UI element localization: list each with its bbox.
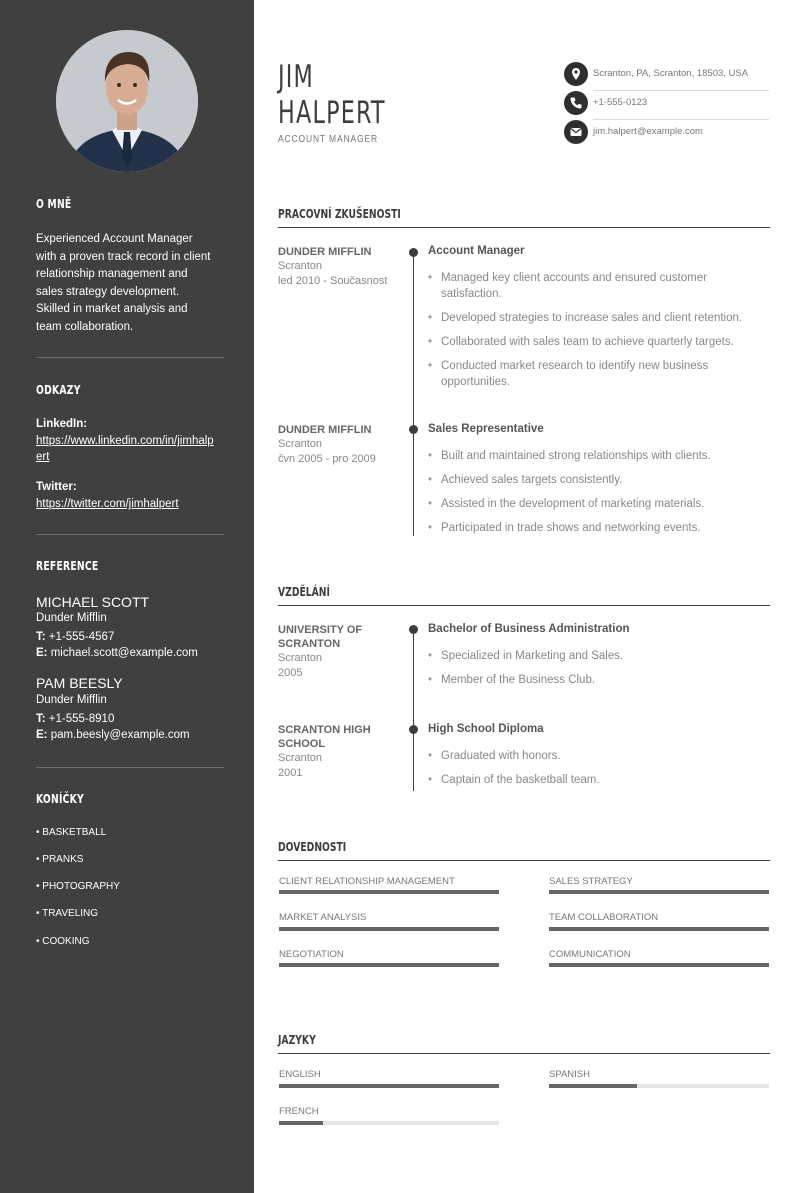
linkedin-label: LinkedIn:: [36, 418, 88, 430]
skill-bar: [549, 890, 769, 894]
timeline-line: [413, 630, 414, 791]
hobbies-heading: KONÍČKY: [36, 791, 84, 806]
twitter-link[interactable]: https://twitter.com/jimhalpert: [36, 498, 179, 510]
school-year: 2005: [278, 667, 303, 679]
school-name: SCRANTON HIGH SCHOOL: [278, 724, 371, 750]
skill-name: MARKET ANALYSIS: [279, 912, 367, 923]
section-rule: [278, 227, 770, 228]
skill-bar-fill: [279, 927, 499, 931]
avatar: [56, 30, 198, 172]
skill-bar-fill: [549, 963, 769, 967]
timeline-dot: [409, 625, 418, 634]
bullet-item: • Specialized in Marketing and Sales.: [428, 648, 758, 664]
company-location: Scranton: [278, 438, 323, 450]
email-label: E:: [36, 729, 48, 741]
twitter-label: Twitter:: [36, 481, 77, 493]
role-title: Account Manager: [428, 245, 525, 257]
language-bar: [549, 1084, 769, 1088]
degree-title: Bachelor of Business Administration: [428, 623, 630, 635]
links-heading: ODKAZY: [36, 382, 81, 397]
school-location: Scranton: [278, 752, 323, 764]
skill-name: SALES STRATEGY: [549, 876, 633, 887]
language-name: ENGLISH: [279, 1069, 321, 1080]
skill-bar-fill: [549, 927, 769, 931]
linkedin-link[interactable]: https://www.linkedin.com/in/jimhalpert: [36, 435, 214, 463]
reference-name: MICHAEL SCOTT: [36, 594, 150, 610]
skill-bar: [279, 963, 499, 967]
languages-heading: JAZYKY: [278, 1032, 316, 1047]
contact-phone: [564, 91, 769, 120]
company-location: Scranton: [278, 260, 323, 272]
education-heading: VZDĚLÁNÍ: [278, 584, 330, 599]
sidebar-divider: [36, 767, 224, 768]
about-heading: O MNĚ: [36, 196, 72, 211]
phone-label: T:: [36, 631, 46, 643]
reference-phone: [36, 713, 114, 725]
phone-icon: [564, 91, 588, 115]
language-name: FRENCH: [279, 1106, 319, 1117]
timeline-dot: [409, 725, 418, 734]
school-location: Scranton: [278, 652, 323, 664]
bullet-item: • Participated in trade shows and networking events.: [428, 520, 758, 536]
experience-heading: PRACOVNÍ ZKUŠENOSTI: [278, 206, 401, 221]
reference-phone-value: +1-555-8910: [48, 713, 115, 725]
skill-bar: [279, 927, 499, 931]
bullet-item: • Conducted market research to identify new business opportunities.: [428, 358, 758, 390]
language-bar-fill: [279, 1084, 499, 1088]
timeline-dot: [409, 248, 418, 257]
skill-bar-fill: [279, 963, 499, 967]
portrait-photo: [56, 30, 198, 172]
section-rule: [278, 860, 770, 861]
sidebar: [0, 0, 254, 1193]
timeline-line: [413, 252, 414, 536]
section-rule: [278, 1053, 770, 1054]
language-bar-fill: [279, 1121, 323, 1125]
skill-bar: [279, 890, 499, 894]
about-text: Experienced Account Manager with a proven track record in client relationship management and sales strategy development. Skilled in market analysis and team collaboration.: [36, 233, 211, 333]
section-rule: [278, 605, 770, 606]
role-title: Sales Representative: [428, 423, 544, 435]
contact-address: [564, 62, 769, 91]
bullet-item: • Assisted in the development of marketing materials.: [428, 496, 758, 512]
email-label: E:: [36, 647, 48, 659]
sidebar-divider: [36, 357, 224, 358]
skill-name: NEGOTIATION: [279, 949, 344, 960]
skill-bar-fill: [549, 890, 769, 894]
reference-email-value: pam.beesly@example.com: [50, 729, 190, 741]
job-dates: čvn 2005 - pro 2009: [278, 453, 376, 465]
bullet-item: • Captain of the basketball team.: [428, 772, 758, 788]
hobby-item: • PHOTOGRAPHY: [36, 881, 120, 892]
reference-company: Dunder Mifflin: [36, 694, 107, 706]
language-bar-fill: [549, 1084, 637, 1088]
skill-bar-fill: [279, 890, 499, 894]
bullet-item: • Member of the Business Club.: [428, 672, 758, 688]
reference-email: [36, 729, 190, 741]
skill-bar: [549, 927, 769, 931]
skill-name: TEAM COLLABORATION: [549, 912, 659, 923]
location-pin-icon: [564, 62, 588, 86]
skill-name: COMMUNICATION: [549, 949, 631, 960]
bullet-item: • Developed strategies to increase sales and client retention.: [428, 310, 758, 326]
language-bar: [279, 1121, 499, 1125]
envelope-icon: [564, 120, 588, 144]
language-bar: [279, 1084, 499, 1088]
job-title: ACCOUNT MANAGER: [278, 134, 378, 145]
skill-bar: [549, 963, 769, 967]
reference-email: [36, 647, 198, 659]
bullet-item: • Graduated with honors.: [428, 748, 758, 764]
bullet-item: • Collaborated with sales team to achieve quarterly targets.: [428, 334, 758, 350]
hobby-item: • TRAVELING: [36, 908, 99, 919]
email-text[interactable]: jim.halpert@example.com: [593, 126, 703, 137]
degree-title: High School Diploma: [428, 723, 544, 735]
sidebar-divider: [36, 534, 224, 535]
reference-company: Dunder Mifflin: [36, 612, 107, 624]
reference-phone: [36, 631, 114, 643]
school-year: 2001: [278, 767, 303, 779]
bullet-item: • Managed key client accounts and ensured customer satisfaction.: [428, 270, 758, 302]
skills-heading: DOVEDNOSTI: [278, 839, 347, 854]
first-name: JIM: [278, 59, 315, 95]
references-heading: REFERENCE: [36, 558, 99, 573]
contact-email: [564, 120, 769, 149]
school-name: UNIVERSITY OF SCRANTON: [278, 624, 363, 650]
phone-label: T:: [36, 713, 46, 725]
hobby-item: • PRANKS: [36, 854, 84, 865]
hobby-item: • BASKETBALL: [36, 827, 107, 838]
phone-text: +1-555-0123: [593, 97, 648, 108]
bullet-item: • Achieved sales targets consistently.: [428, 472, 758, 488]
reference-name: PAM BEESLY: [36, 675, 123, 691]
bullet-item: • Built and maintained strong relationships with clients.: [428, 448, 758, 464]
language-name: SPANISH: [549, 1069, 591, 1080]
company-name: DUNDER MIFFLIN: [278, 246, 372, 258]
address-text: Scranton, PA, Scranton, 18503, USA: [593, 68, 749, 79]
company-name: DUNDER MIFFLIN: [278, 424, 372, 436]
skill-name: CLIENT RELATIONSHIP MANAGEMENT: [279, 876, 455, 887]
reference-email-value: michael.scott@example.com: [50, 647, 198, 659]
job-dates: led 2010 - Současnost: [278, 275, 388, 287]
reference-phone-value: +1-555-4567: [48, 631, 115, 643]
last-name: HALPERT: [278, 95, 386, 131]
hobby-item: • COOKING: [36, 936, 90, 947]
timeline-dot: [409, 425, 418, 434]
